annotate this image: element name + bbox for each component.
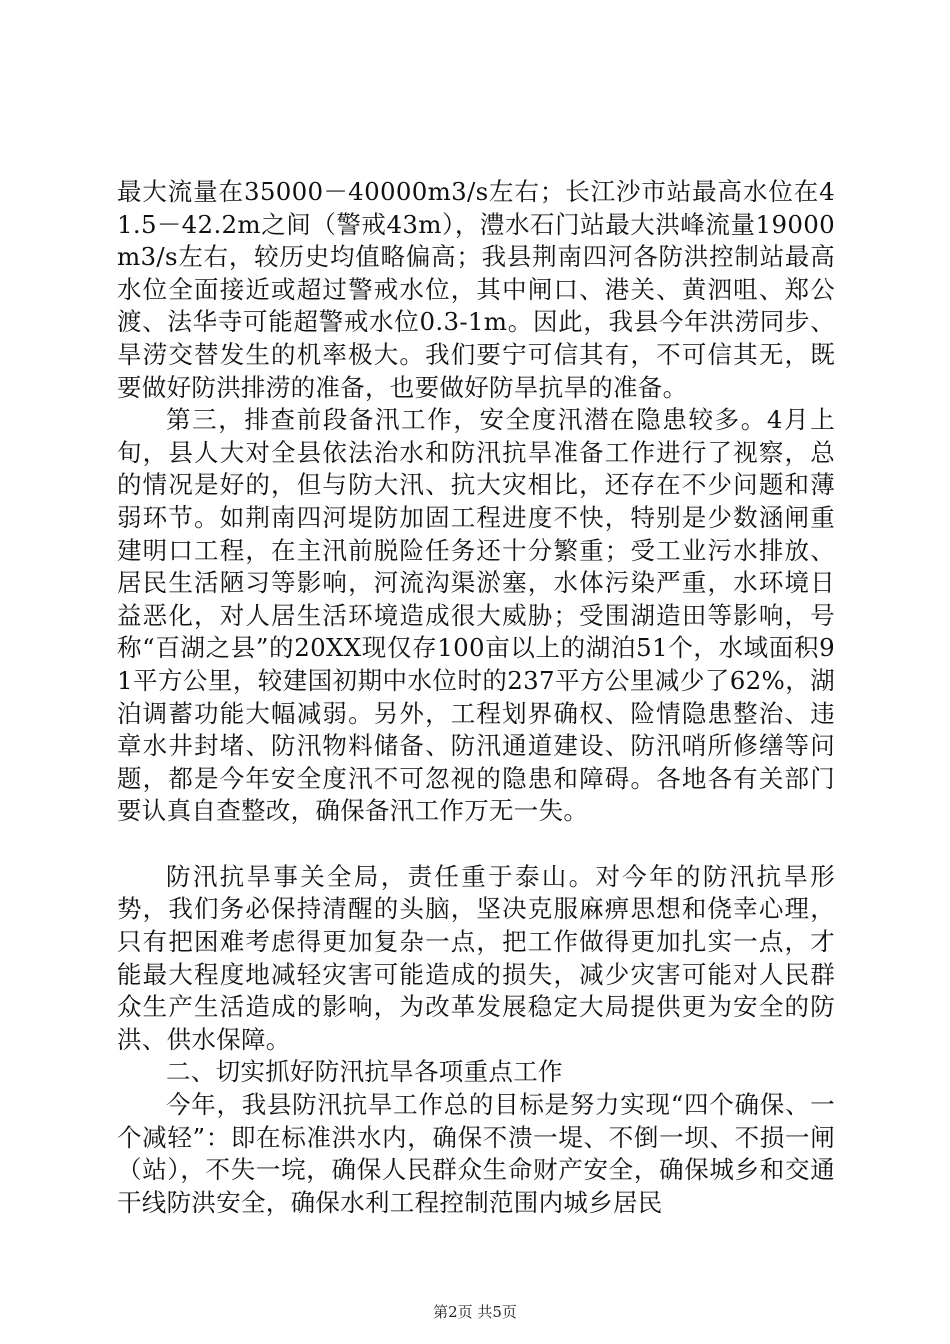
section-heading: 二、切实抓好防汛抗旱各项重点工作 — [166, 1057, 563, 1087]
paragraph-continuation: 最大流量在35000－40000m3/s左右；长江沙市站最高水位在41.5－42.2m之间（警戒43m），澧水石门站最大洪峰流量19000m3/s左右，较历史均值略偏高；我县荆南四河各防洪控制站最高水位全面接近或超过警戒水位，其中闸口、港关、黄泗咀、郑公渡、法华寺可能超警戒水位0.3-1m。因此，我县今年洪涝同步、旱涝交替发生的机率极大。我们要宁可信其有，不可信其无，既要做好防洪排涝的准备，也要做好防旱抗旱的准备。 — [117, 177, 835, 402]
paragraph-summary: 防汛抗旱事关全局，责任重于泰山。对今年的防汛抗旱形势，我们务必保持清醒的头脑，坚决克服麻痹思想和侥幸心理，只有把困难考虑得更加复杂一点，把工作做得更加扎实一点，才能最大程度地减轻灾害可能造成的损失，减少灾害可能对人民群众生产生活造成的影响，为改革发展稳定大局提供更为安全的防洪、供水保障。 — [117, 861, 835, 1054]
paragraph-goals: 今年，我县防汛抗旱工作总的目标是努力实现“四个确保、一个减轻”：即在标准洪水内，确保不溃一堤、不倒一坝、不损一闸（站），不失一垸，确保人民群众生命财产安全，确保城乡和交通干线防洪安全，确保水利工程控制范围内城乡居民 — [117, 1090, 835, 1217]
paragraph-spacer — [117, 828, 835, 861]
page-footer: 第2页 共5页 — [433, 1303, 517, 1321]
paragraph-third-point: 第三，排查前段备汛工作，安全度汛潜在隐患较多。4月上旬，县人大对全县依法治水和防汛抗旱准备工作进行了视察，总的情况是好的，但与防大汛、抗大灾相比，还存在不少问题和薄弱环节。如荆南四河堤防加固工程进度不快，特别是少数涵闸重建明口工程，在主汛前脱险任务还十分繁重；受工业污水排放、居民生活陋习等影响，河流沟渠淤塞，水体污染严重，水环境日益恶化，对人居生活环境造成很大威胁；受围湖造田等影响，号称“百湖之县”的20XX现仅存100亩以上的湖泊51个，水域面积91平方公里，较建国初期中水位时的237平方公里减少了62%，湖泊调蓄功能大幅减弱。另外，工程划界确权、险情隐患整治、违章水井封堵、防汛物料储备、防汛通道建设、防汛哨所修缮等问题，都是今年安全度汛不可忽视的隐患和障碍。各地各有关部门要认真自查整改，确保备汛工作万无一失。 — [117, 405, 835, 826]
document-body — [117, 176, 835, 1219]
